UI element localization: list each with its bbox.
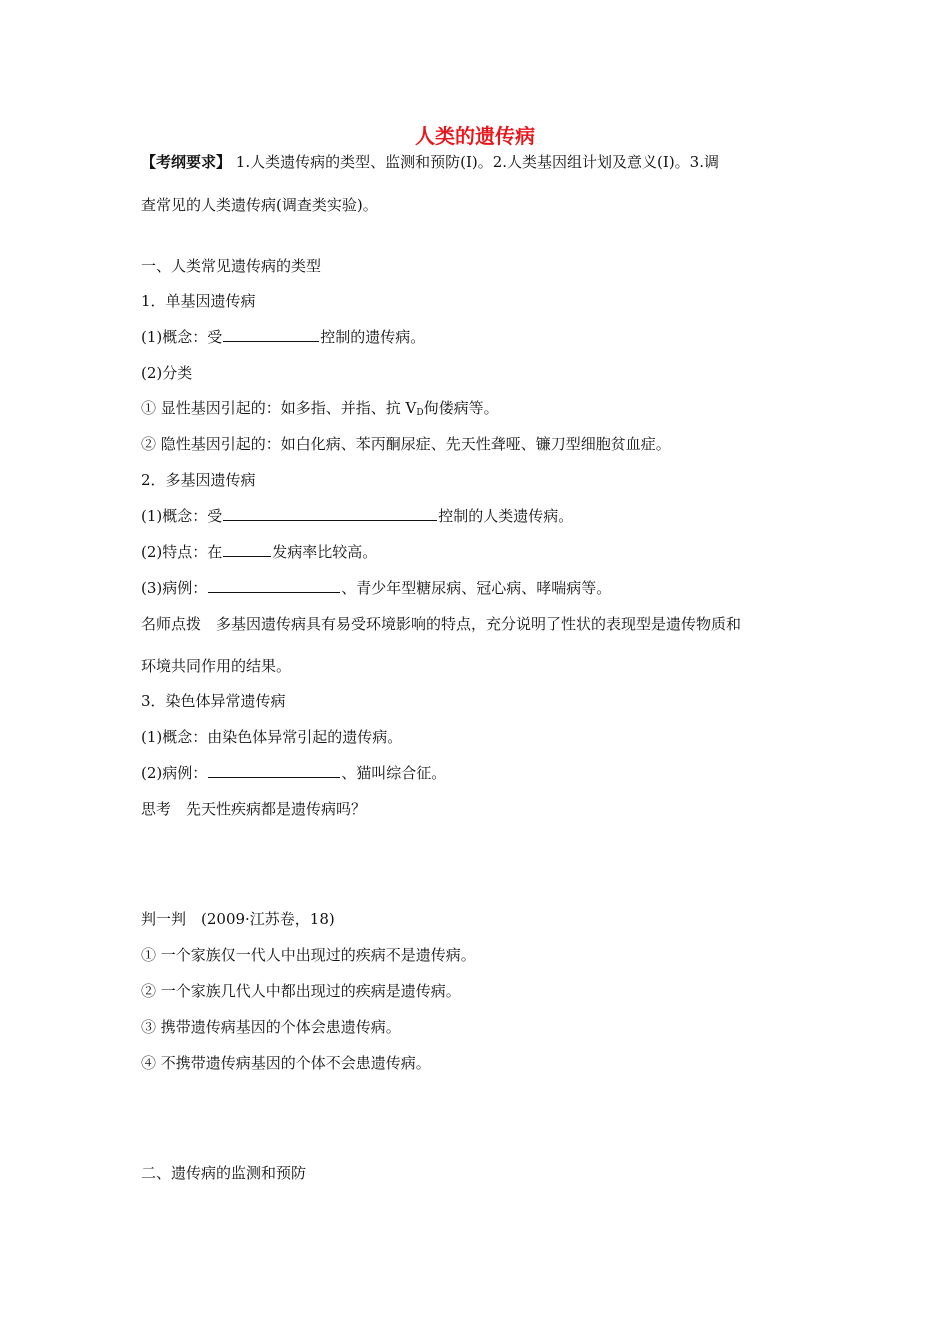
p3-example-suffix: 、猫叫综合征。 xyxy=(341,764,447,782)
section1-p2-feature xyxy=(141,542,377,562)
section1-p2-heading: 2．多基因遗传病 xyxy=(141,471,256,489)
judge-item: ② 一个家族几代人中都出现过的疾病是遗传病。 xyxy=(141,982,461,1000)
section1-p1-concept xyxy=(141,327,425,347)
p1-dominant-subscript: D xyxy=(416,408,424,418)
section1-p3-heading: 3．染色体异常遗传病 xyxy=(141,692,286,710)
p2-concept-suffix: 控制的人类遗传病。 xyxy=(438,507,574,525)
p2-example-suffix: 、青少年型糖尿病、冠心病、哮喘病等。 xyxy=(341,579,612,597)
requirement-text-1: 1.人类遗传病的类型、监测和预防(Ⅰ)。2.人类基因组计划及意义(Ⅰ)。3.调 xyxy=(235,153,719,171)
p1-concept-prefix: (1)概念：受 xyxy=(141,328,223,346)
fill-blank[interactable] xyxy=(208,578,340,593)
requirement-line-2: 查常见的人类遗传病(调查类实验)。 xyxy=(141,196,378,214)
section1-heading: 一、人类常见遗传病的类型 xyxy=(141,257,322,275)
judge-item: ① 一个家族仅一代人中出现过的疾病不是遗传病。 xyxy=(141,946,476,964)
section1-p1-recessive: ② 隐性基因引起的：如白化病、苯丙酮尿症、先天性聋哑、镰刀型细胞贫血症。 xyxy=(141,435,671,453)
p3-example-prefix: (2)病例： xyxy=(141,764,208,782)
section1-p1-heading: 1．单基因遗传病 xyxy=(141,292,256,310)
document-title: 人类的遗传病 xyxy=(415,124,535,148)
section1-p2-example xyxy=(141,578,611,598)
requirement-tag: 【考纲要求】 xyxy=(141,153,232,171)
p1-concept-suffix: 控制的遗传病。 xyxy=(320,328,426,346)
section1-p1-dominant xyxy=(141,398,499,423)
p2-feature-suffix: 发病率比较高。 xyxy=(272,543,378,561)
judge-item: ④ 不携带遗传病基因的个体不会患遗传病。 xyxy=(141,1054,431,1072)
p1-dominant-suffix: 佝偻病等。 xyxy=(423,399,499,417)
section1-p3-example xyxy=(141,763,446,783)
judge-heading: 判一判 (2009·江苏卷，18) xyxy=(141,910,335,928)
p2-concept-prefix: (1)概念：受 xyxy=(141,507,223,525)
section1-p3-concept: (1)概念：由染色体异常引起的遗传病。 xyxy=(141,728,403,746)
p2-feature-prefix: (2)特点：在 xyxy=(141,543,223,561)
section2-heading: 二、遗传病的监测和预防 xyxy=(141,1164,307,1182)
section1-p2-concept xyxy=(141,506,573,526)
section1-tip-line-1: 名师点拨 多基因遗传病具有易受环境影响的特点，充分说明了性状的表现型是遗传物质和 xyxy=(141,615,742,633)
p1-dominant-prefix: ① 显性基因引起的：如多指、并指、抗 V xyxy=(141,399,417,417)
fill-blank[interactable] xyxy=(223,327,319,342)
fill-blank[interactable] xyxy=(208,763,340,778)
section1-tip-line-2: 环境共同作用的结果。 xyxy=(141,657,292,675)
fill-blank[interactable] xyxy=(223,506,437,521)
fill-blank[interactable] xyxy=(223,542,271,557)
section1-p1-class: (2)分类 xyxy=(141,364,193,382)
p2-example-prefix: (3)病例： xyxy=(141,579,208,597)
section1-think: 思考 先天性疾病都是遗传病吗？ xyxy=(141,800,367,818)
requirement-line-1 xyxy=(141,152,719,172)
judge-item: ③ 携带遗传病基因的个体会患遗传病。 xyxy=(141,1018,401,1036)
